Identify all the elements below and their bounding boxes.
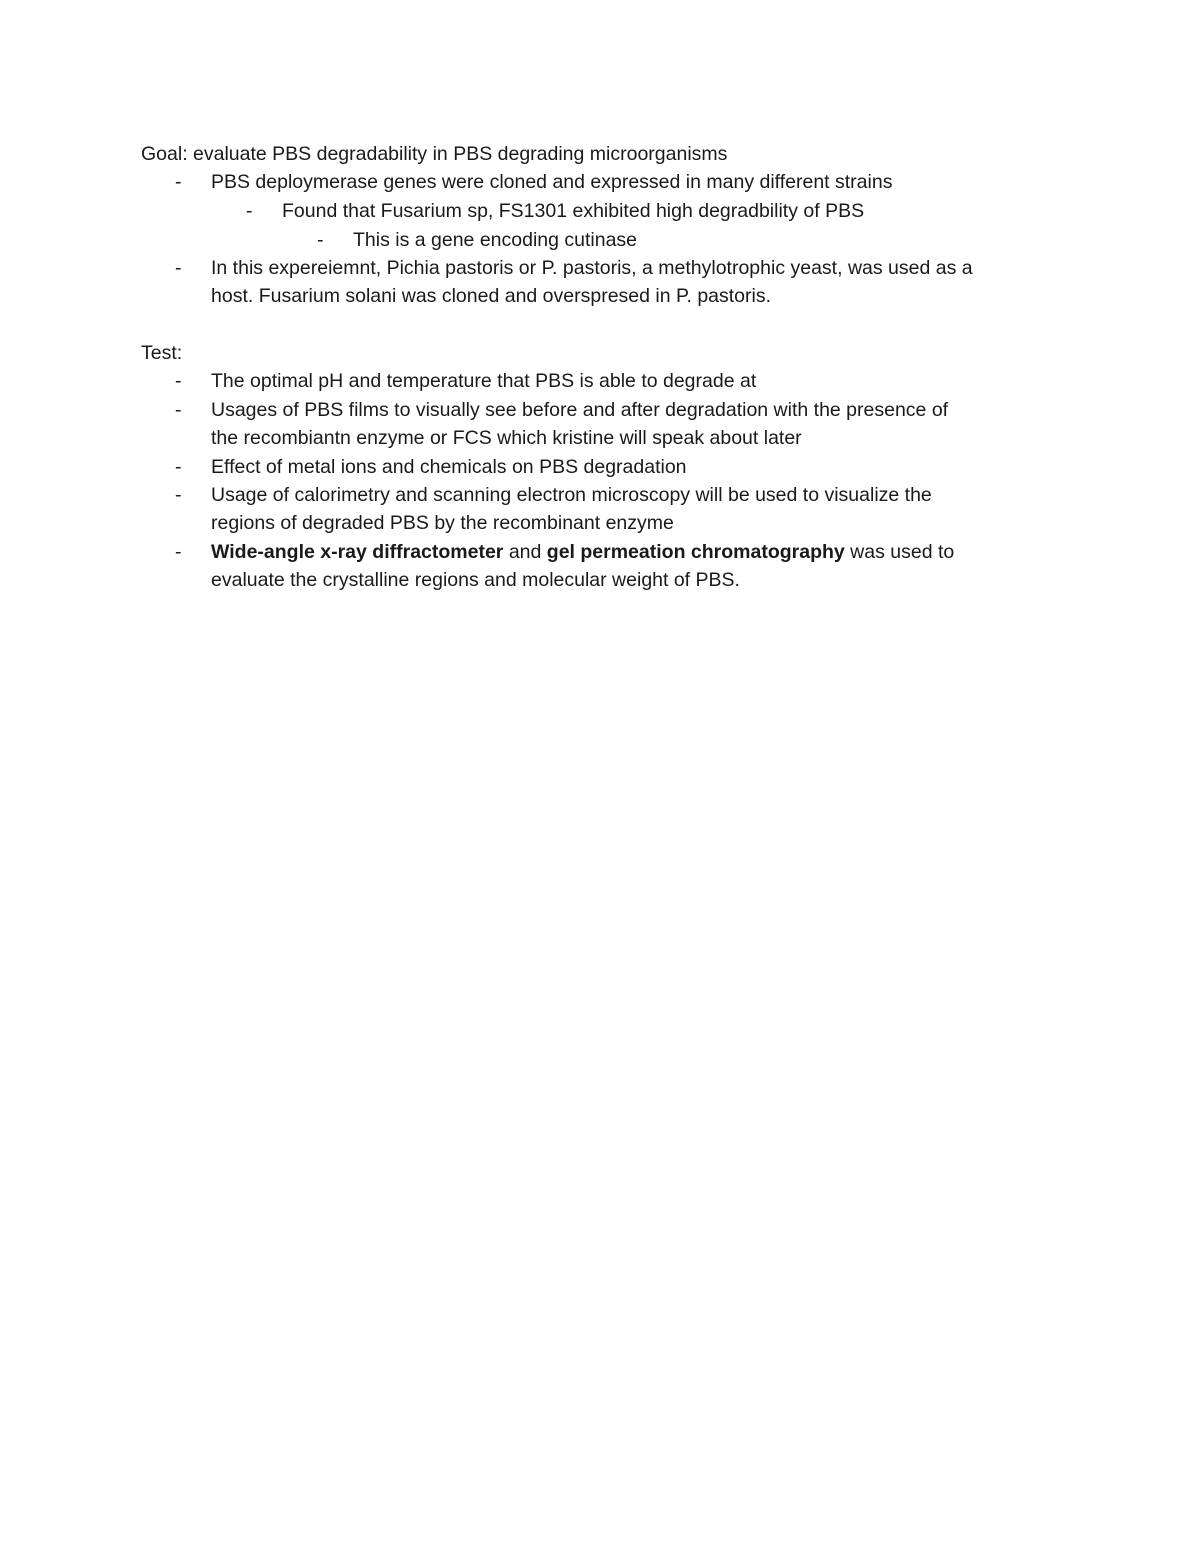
test-item-5-line-2: evaluate the crystalline regions and molecular weight of PBS. xyxy=(211,569,740,591)
test-item-5-line-1 xyxy=(211,538,954,566)
test-item-2-line-1: Usages of PBS films to visually see before and after degradation with the presence of xyxy=(211,399,949,421)
test-item-4-line-2: regions of degraded PBS by the recombinant enzyme xyxy=(211,512,674,534)
connector-text: and xyxy=(503,541,547,563)
tail-text: was used to xyxy=(844,541,955,563)
goal-item-1-sub-1: Found that Fusarium sp, FS1301 exhibited high degradbility of PBS xyxy=(282,200,865,222)
goal-heading: Goal: evaluate PBS degradability in PBS degrading microorganisms xyxy=(141,143,728,165)
bullet-dash: - xyxy=(175,541,182,563)
goal-item-2-line-1: In this expereiemnt, Pichia pastoris or P. pastoris, a methylotrophic yeast, was used as a xyxy=(211,257,973,279)
test-item-3: Effect of metal ions and chemicals on PBS degradation xyxy=(211,456,687,478)
bullet-dash: - xyxy=(175,370,182,392)
goal-item-1-sub-1-sub-1: This is a gene encoding cutinase xyxy=(353,229,638,251)
bullet-dash: - xyxy=(175,171,182,193)
bullet-dash: - xyxy=(246,200,253,222)
bold-term-wide-angle: Wide-angle x-ray diffractometer xyxy=(211,541,504,563)
goal-item-1: PBS deploymerase genes were cloned and expressed in many different strains xyxy=(211,171,893,193)
test-item-2-line-2: the recombiantn enzyme or FCS which kristine will speak about later xyxy=(211,427,802,449)
bullet-dash: - xyxy=(175,484,182,506)
bullet-dash: - xyxy=(175,456,182,478)
bullet-dash: - xyxy=(175,257,182,279)
bold-term-gpc: gel permeation chromatography xyxy=(546,541,845,563)
test-item-1: The optimal pH and temperature that PBS is able to degrade at xyxy=(211,370,757,392)
bullet-dash: - xyxy=(317,229,324,251)
goal-item-2-line-2: host. Fusarium solani was cloned and overspresed in P. pastoris. xyxy=(211,285,772,307)
test-item-4-line-1: Usage of calorimetry and scanning electron microscopy will be used to visualize the xyxy=(211,484,932,506)
bullet-dash: - xyxy=(175,399,182,421)
test-heading: Test: xyxy=(141,342,183,364)
